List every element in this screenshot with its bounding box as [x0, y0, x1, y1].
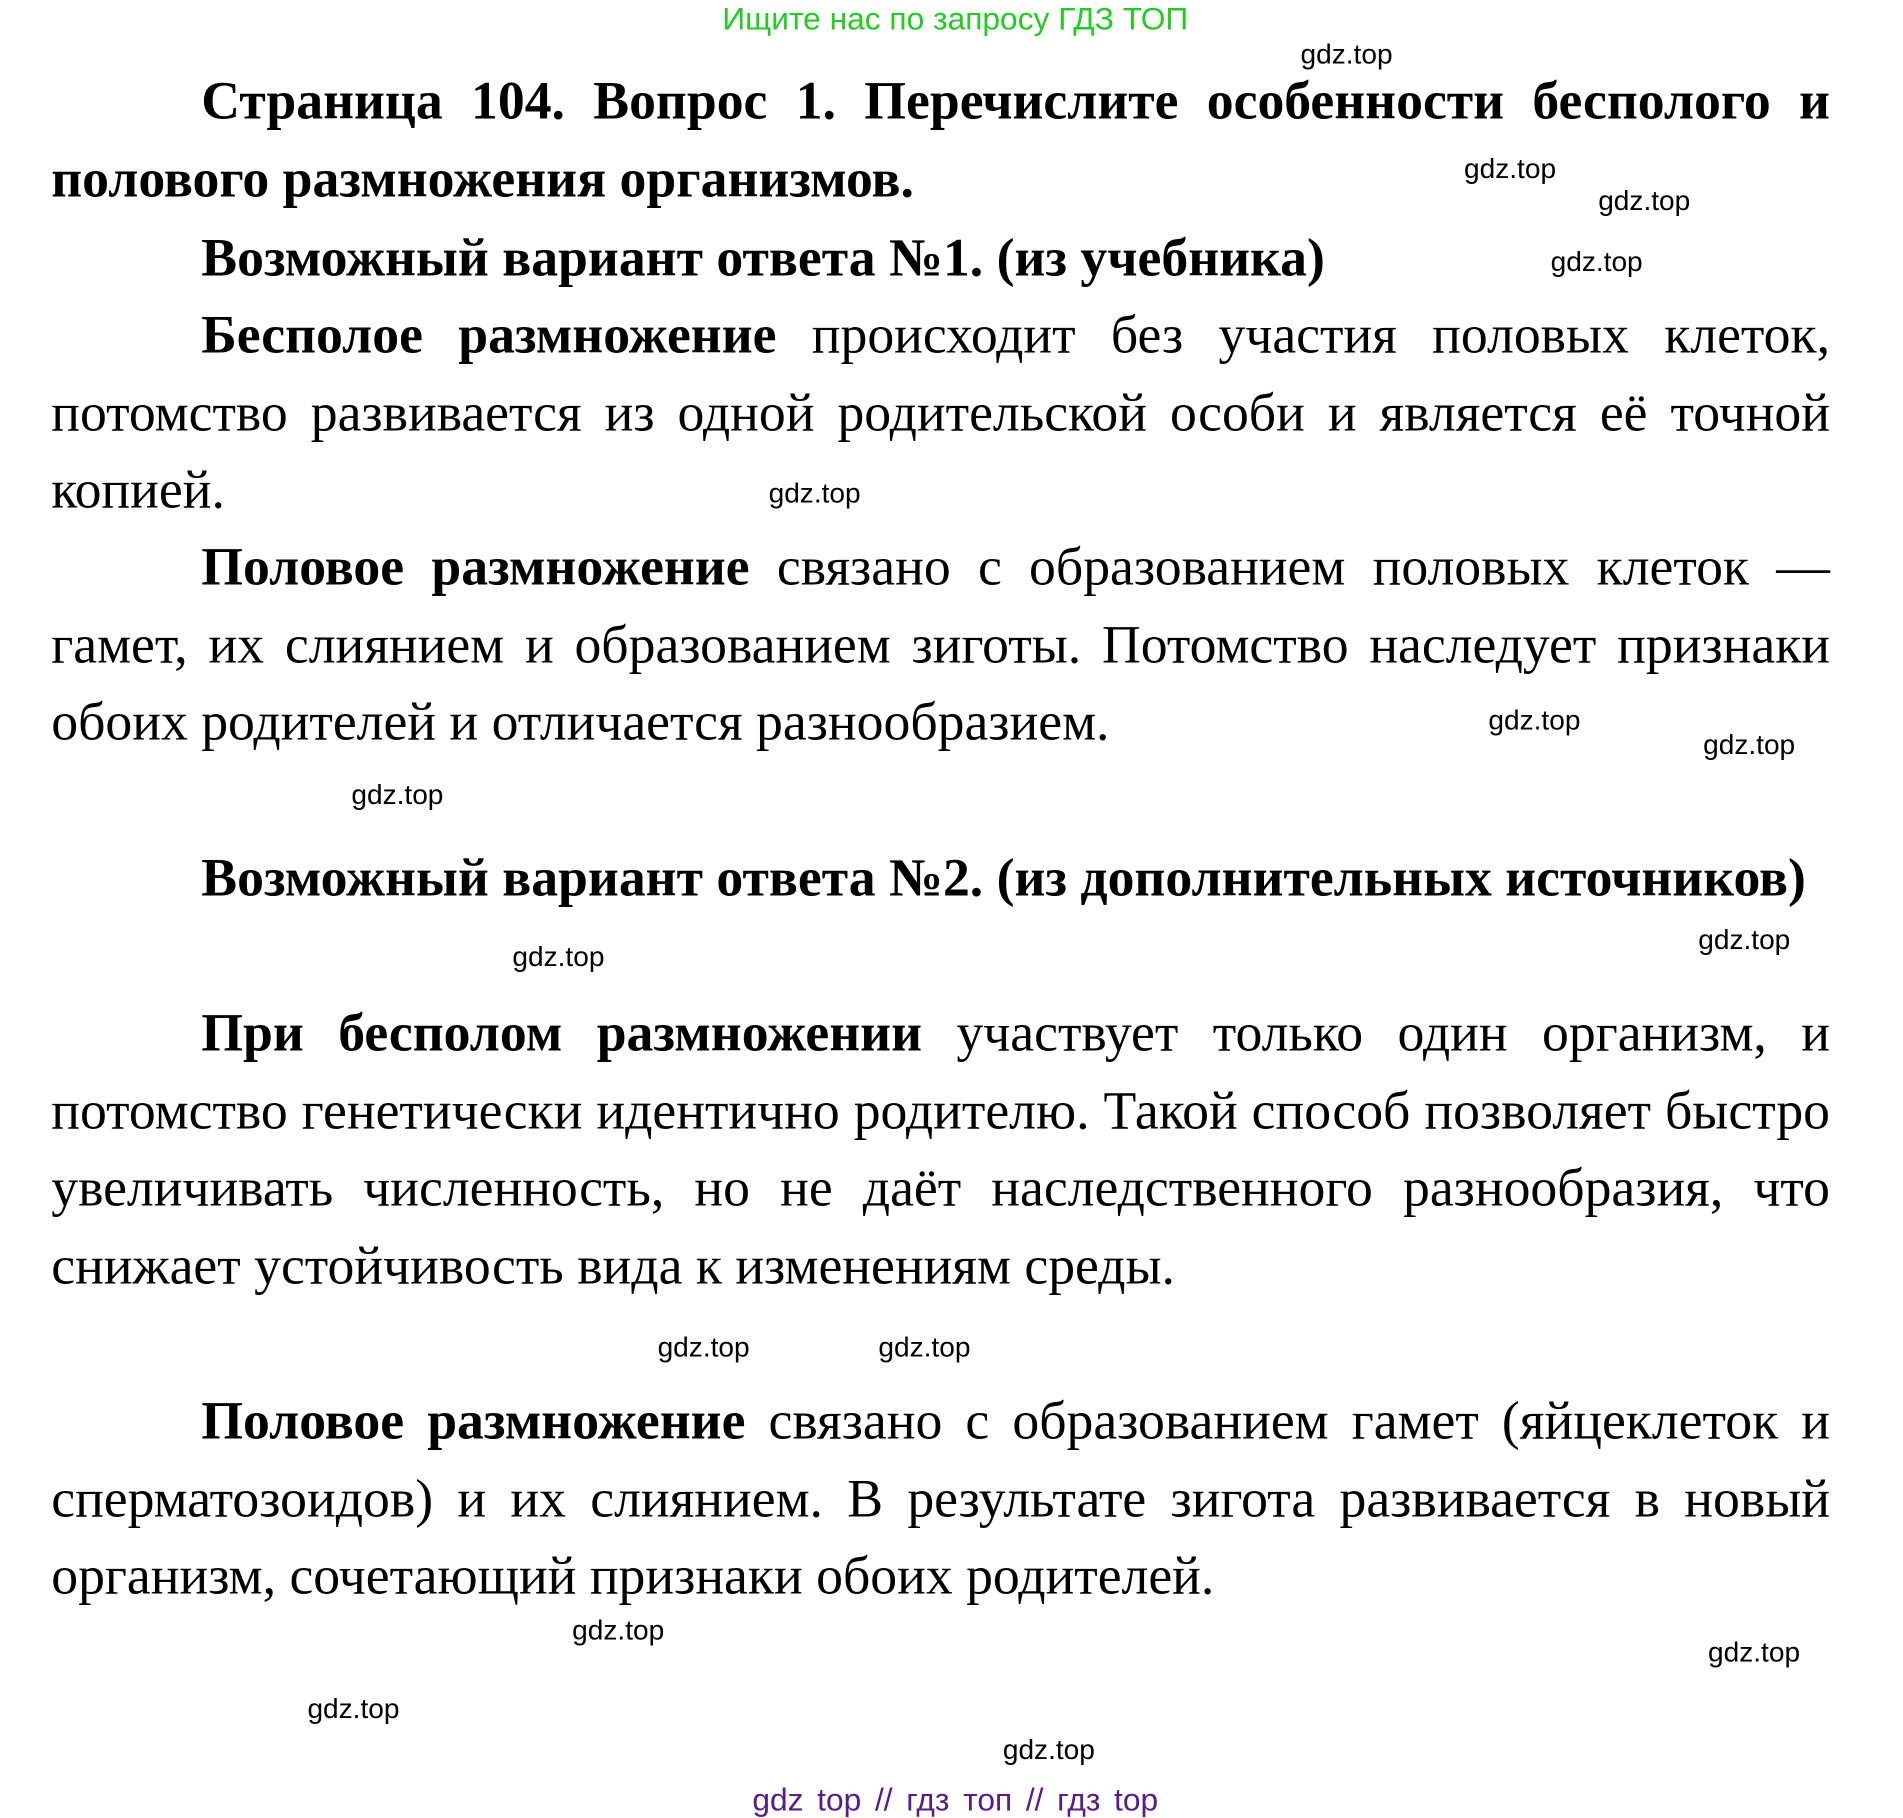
watermark: gdz.top: [878, 1331, 971, 1363]
text: связано с образованием половых клеток — гамет, их слиянием и образованием зиготы. Потомство наследует признаки обоих родителей и отличается разнообразием.: [51, 536, 1831, 752]
term: Половое размножение: [201, 1390, 746, 1451]
variant2-heading: Возможный вариант ответа №2. (из дополнительных источников): [201, 847, 1806, 908]
term: Половое размножение: [201, 536, 750, 597]
watermark: gdz.top: [1488, 703, 1581, 736]
watermark: gdz.top: [512, 940, 605, 973]
variant2-paragraph-2: [51, 1382, 1830, 1614]
header-banner: Ищите нас по запросу ГДЗ ТОП: [722, 0, 1189, 37]
term: Бесполое размножение: [201, 305, 777, 365]
watermark: gdz.top: [657, 1331, 750, 1363]
question-title: Страница 104. Вопрос 1. Перечислите особенности бесполого и полового размножения организмов.: [51, 70, 1830, 209]
watermark: gdz.top: [1300, 37, 1393, 70]
watermark: gdz.top: [1550, 245, 1643, 277]
watermark: gdz.top: [1464, 152, 1557, 185]
watermark: gdz.top: [1598, 184, 1691, 216]
watermark: gdz.top: [1708, 1636, 1801, 1668]
term: При бесполом размножении: [201, 1002, 923, 1063]
variant2-paragraph-1: [51, 994, 1830, 1304]
text: связано с образованием гамет (яйцеклеток и сперматозоидов) и их слиянием. В результате зигота развивается в новый организм, сочетающий признаки обоих родителей.: [51, 1390, 1831, 1606]
watermark: gdz.top: [572, 1614, 665, 1646]
text: происходит без участия половых клеток, потомство развивается из одной родительской особи и является её точной копией.: [51, 305, 1831, 520]
text: участвует только один организм, и потомство генетически идентично родителю. Такой способ позволяет быстро увеличивать численность, но не даёт наследственного разнообразия, что снижает устойчивость вида к изменениям среды.: [51, 1002, 1831, 1296]
variant1-paragraph-1: [51, 296, 1830, 528]
footer-banner: gdz top // гдз топ // гдз top: [752, 1781, 1159, 1818]
watermark: gdz.top: [1698, 923, 1791, 956]
watermark: gdz.top: [351, 778, 444, 811]
watermark: gdz.top: [768, 477, 861, 509]
variant1-heading: Возможный вариант ответа №1. (из учебника): [201, 228, 1325, 288]
watermark: gdz.top: [1002, 1733, 1095, 1766]
watermark: gdz.top: [307, 1692, 400, 1724]
watermark: gdz.top: [1703, 728, 1796, 761]
